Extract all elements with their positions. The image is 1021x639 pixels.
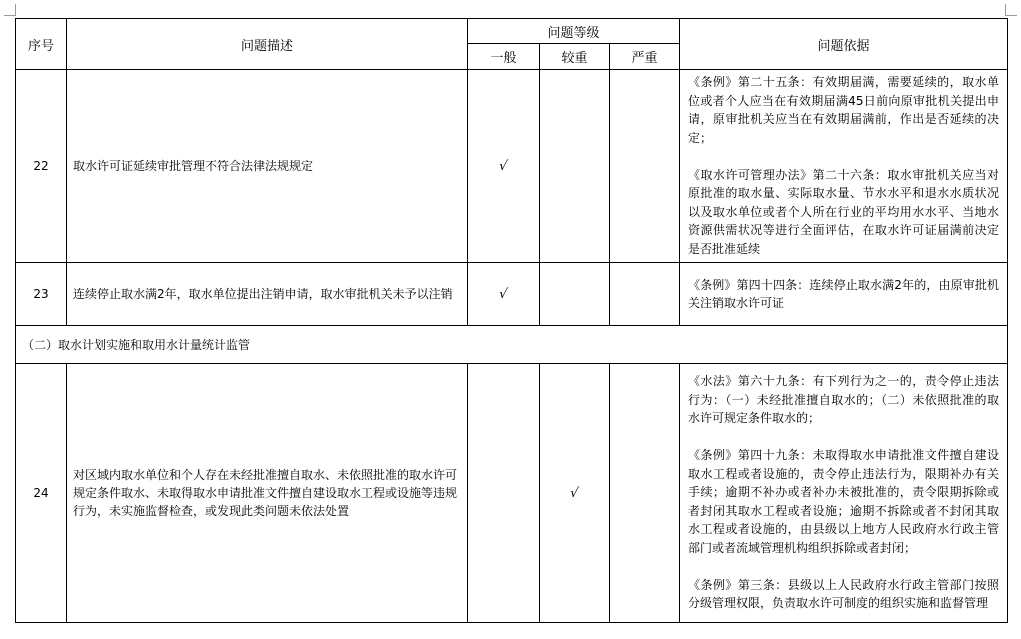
level-serious-cell — [540, 364, 610, 623]
row-number: 23 — [16, 263, 67, 326]
row-description: 连续停止取水满2年，取水单位提出注销申请，取水审批机关未予以注销 — [67, 263, 468, 326]
table-row — [16, 70, 1008, 263]
basis-paragraph: 《条例》第三条：县级以上人民政府水行政主管部门按照分级管理权限，负责取水许可制度的组织实施和监督管理 — [688, 577, 999, 610]
basis-paragraph: 《条例》第四十九条：未取得取水申请批准文件擅自建设取水工程或者设施的，责令停止违法行为，限期补办有关手续；逾期不补办或者补办未被批准的，责令限期拆除或者封闭其取水工程或者设施；逾期不拆除或者不封闭其取水工程或者设施的，由县级以上地方人民政府水行政主管部门或者流域管理机构组织拆除或者封闭； — [688, 448, 999, 555]
level-severe-cell — [610, 70, 680, 263]
row-number: 22 — [16, 70, 67, 263]
page-corner-mark-top-right — [1005, 4, 1017, 16]
row-number: 24 — [16, 364, 67, 623]
level-serious-cell — [540, 263, 610, 326]
basis-paragraph: 《水法》第六十九条：有下列行为之一的，责令停止违法行为：（一）未经批准擅自取水的；（二）未依照批准的取水许可规定条件取水的； — [688, 374, 999, 425]
level-general-cell — [468, 364, 540, 623]
header-level-serious: 较重 — [540, 44, 610, 70]
section-row — [16, 326, 1008, 364]
row-description: 对区域内取水单位和个人存在未经批准擅自取水、未依照批准的取水许可规定条件取水、未取得取水申请批准文件擅自建设取水工程或设施等违规行为，未实施监督检查，或发现此类问题未依法处置 — [67, 364, 468, 623]
page-corner-mark-top-left — [4, 4, 16, 16]
inspection-issue-table — [15, 18, 1008, 623]
level-general-cell — [468, 70, 540, 263]
header-seq: 序号 — [16, 19, 67, 70]
basis-paragraph: 《取水许可管理办法》第二十六条：取水审批机关应当对原批准的取水量、实际取水量、节水水平和退水水质状况以及取水单位或者个人所在行业的平均用水水平、当地水资源供需状况等进行全面评估，在取水许可证届满前决定是否批准延续 — [688, 167, 999, 256]
header-desc: 问题描述 — [67, 19, 468, 70]
row-basis — [680, 263, 1008, 326]
row-basis — [680, 70, 1008, 263]
check-mark-icon: √ — [498, 286, 509, 302]
basis-paragraph: 《条例》第四十四条：连续停止取水满2年的，由原审批机关注销取水许可证 — [688, 277, 999, 310]
table-row — [16, 263, 1008, 326]
level-severe-cell — [610, 263, 680, 326]
section-heading: （二）取水计划实施和取用水计量统计监管 — [16, 326, 1008, 364]
table-row — [16, 364, 1008, 623]
row-basis — [680, 364, 1008, 623]
header-basis: 问题依据 — [680, 19, 1008, 70]
check-mark-icon: √ — [498, 158, 509, 174]
level-severe-cell — [610, 364, 680, 623]
header-level: 问题等级 — [468, 19, 680, 44]
row-description: 取水许可证延续审批管理不符合法律法规规定 — [67, 70, 468, 263]
check-mark-icon: √ — [569, 485, 580, 501]
header-level-general: 一般 — [468, 44, 540, 70]
basis-paragraph: 《条例》第二十五条：有效期届满，需要延续的，取水单位或者个人应当在有效期届满45日前向原审批机关提出申请，原审批机关应当在有效期届满前，作出是否延续的决定； — [688, 75, 999, 145]
header-level-severe: 严重 — [610, 44, 680, 70]
level-serious-cell — [540, 70, 610, 263]
level-general-cell — [468, 263, 540, 326]
